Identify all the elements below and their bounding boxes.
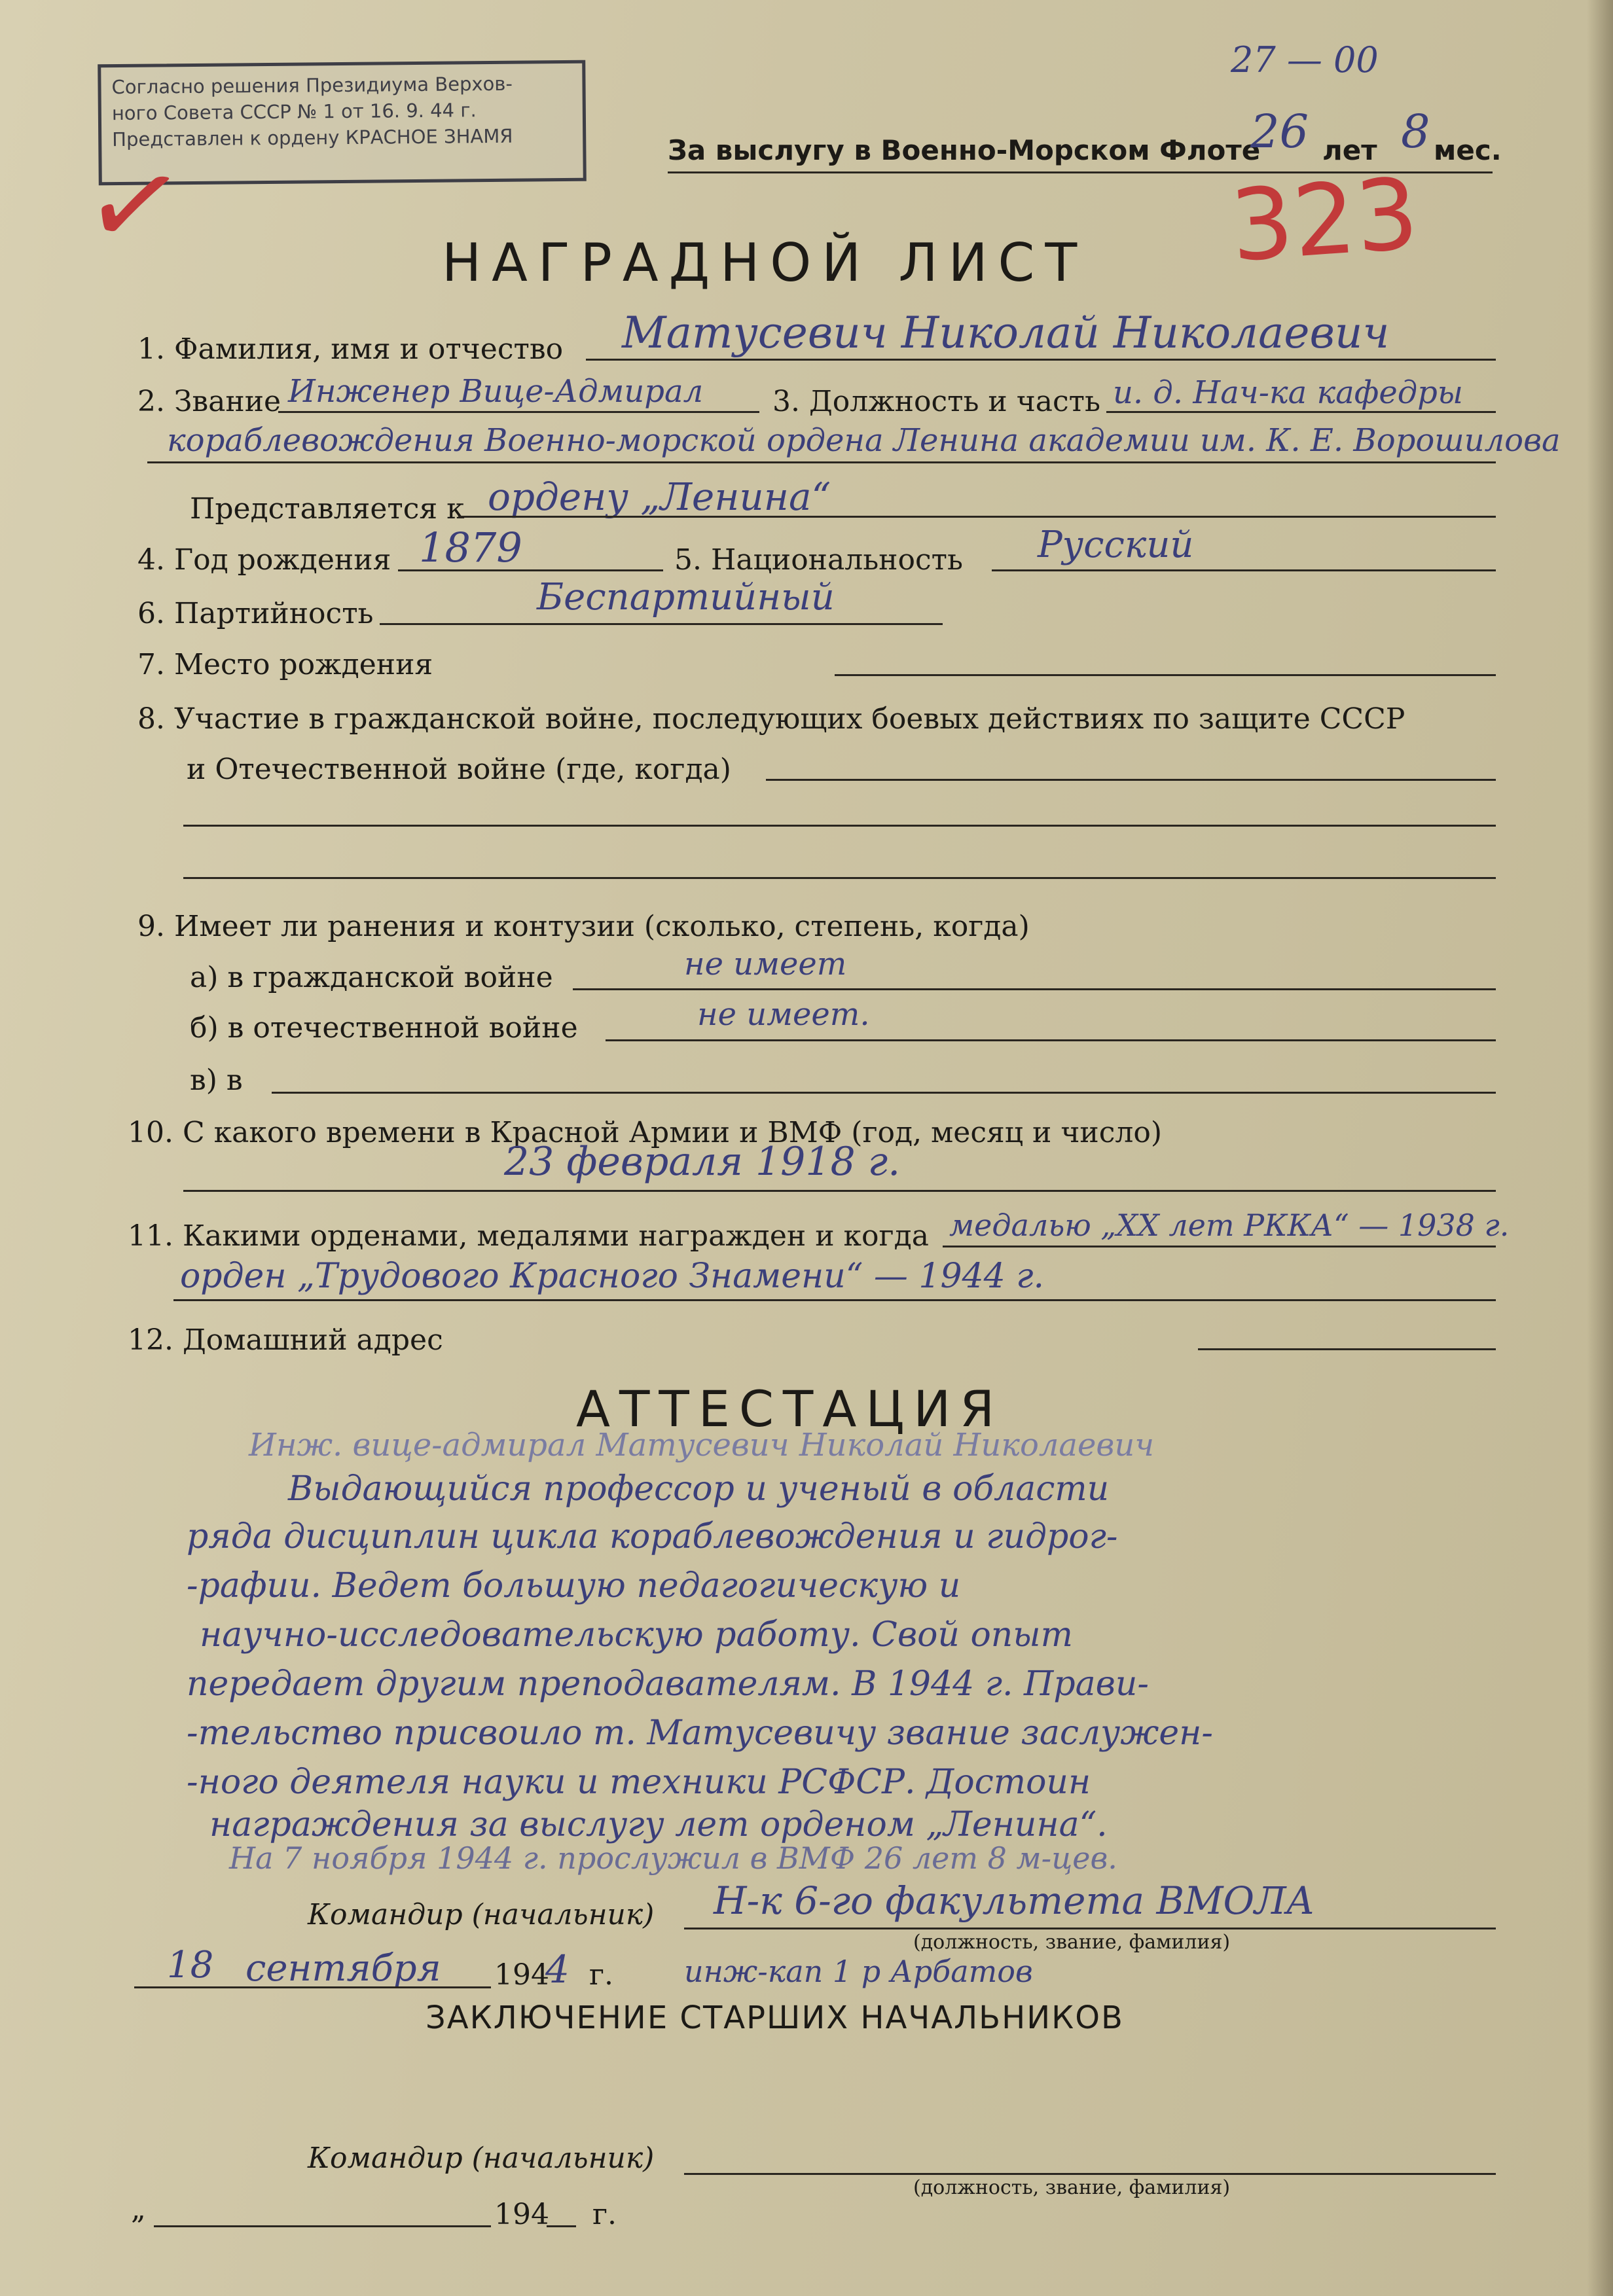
page-edge-shadow <box>1587 0 1613 2296</box>
commander-2-date-suffix: г. <box>592 2198 617 2231</box>
attestation-line-8: -ного деятеля науки и техники РСФСР. Достоин <box>187 1763 1091 1802</box>
field-5-value: Русский <box>1038 524 1194 566</box>
field-11-value: медалью „XX лет РККА“ — 1938 г. <box>949 1208 1510 1243</box>
commander-2-date-prefix: „ <box>131 2193 146 2226</box>
field-2-label: 2. Звание <box>137 385 281 418</box>
commander-2-date-line <box>154 2225 491 2227</box>
attestation-line-9: награждения за выслугу лет орденом „Ленина“. <box>209 1805 1108 1844</box>
field-8-label-cont: и Отечественной войне (где, когда) <box>187 753 731 786</box>
field-8-line-3 <box>183 877 1496 879</box>
attestation-line-2: Выдающийся профессор и ученый в области <box>288 1469 1110 1509</box>
attestation-title: АТТЕСТАЦИЯ <box>576 1380 1004 1438</box>
commander-2-label: Командир (начальник) <box>308 2142 655 2175</box>
present-value: ордену „Ленина“ <box>488 475 831 519</box>
commander-1-date-year-digit: 4 <box>545 1947 570 1992</box>
stamp-line-3: Представлен к ордену КРАСНОЕ ЗНАМЯ <box>112 124 513 151</box>
present-label: Представляется к <box>190 492 465 526</box>
field-11-value-cont: орден „Трудового Красного Знамени“ — 1944 г. <box>180 1257 1045 1296</box>
attestation-line-7: -тельство присвоило т. Матусевичу звание заслужен- <box>187 1713 1213 1753</box>
field-11-cont-line <box>173 1299 1496 1301</box>
field-5-label: 5. Национальность <box>674 543 963 577</box>
commander-1-date-month: сентября <box>245 1947 441 1990</box>
field-9-label: 9. Имеет ли ранения и контузии (сколько, степень, когда) <box>137 910 1030 943</box>
field-12-line <box>1198 1348 1496 1350</box>
field-1-line <box>586 359 1496 361</box>
attestation-line-5: научно-исследовательскую работу. Свой опыт <box>200 1615 1073 1655</box>
field-2-value: Инженер Вице-Адмирал <box>288 373 704 410</box>
field-9b-line <box>606 1039 1496 1041</box>
stamp-line-1: Согласно решения Президиума Верхов- <box>111 72 513 99</box>
stamp-line-2: ного Совета СССР № 1 от 16. 9. 44 г. <box>111 99 477 125</box>
field-2-line <box>278 411 759 413</box>
field-6-label: 6. Партийность <box>137 597 374 630</box>
commander-1-line <box>684 1928 1496 1929</box>
field-11-label: 11. Какими орденами, медалями награжден и когда <box>128 1219 929 1253</box>
field-1-label: 1. Фамилия, имя и отчество <box>137 332 564 366</box>
document-title: НАГРАДНОЙ ЛИСТ <box>442 232 1088 293</box>
field-8-label: 8. Участие в гражданской войне, последующих боевых действиях по защите СССР <box>137 702 1405 736</box>
red-checkmark-icon: ✓ <box>73 130 195 282</box>
service-label: За выслугу в Военно-Морском Флоте <box>668 134 1261 166</box>
field-11-line <box>943 1246 1496 1247</box>
commander-2-caption: (должность, звание, фамилия) <box>913 2176 1231 2199</box>
commander-2-line <box>684 2173 1496 2175</box>
field-8-line-2 <box>183 825 1496 827</box>
commander-1-value: Н-к 6-го факультета ВМОЛА <box>714 1878 1315 1923</box>
field-7-line <box>835 674 1496 676</box>
present-line <box>458 516 1496 518</box>
field-10-value: 23 февраля 1918 г. <box>504 1139 901 1185</box>
service-years: 26 <box>1250 105 1309 158</box>
commander-1-label: Командир (начальник) <box>308 1898 655 1931</box>
commander-2-date-year-prefix: 194 <box>494 2198 549 2231</box>
field-3-value-cont: кораблевождения Военно-морской ордена Ленина академии им. К. Е. Ворошилова <box>167 422 1561 459</box>
commander-1-caption: (должность, звание, фамилия) <box>913 1931 1231 1954</box>
field-9a-line <box>573 988 1496 990</box>
field-9c-line <box>272 1092 1496 1094</box>
field-9c-label: в) в <box>190 1064 243 1097</box>
attestation-line-10: На 7 ноября 1944 г. прослужил в ВМФ 26 лет 8 м-цев. <box>229 1840 1117 1876</box>
service-months: 8 <box>1401 105 1430 158</box>
field-9a-value: не имеет <box>684 946 847 982</box>
field-4-line <box>398 569 663 571</box>
field-4-value: 1879 <box>419 524 522 571</box>
attestation-line-4: -рафии. Ведет большую педагогическую и <box>187 1566 961 1605</box>
service-months-label: мес. <box>1434 134 1502 166</box>
commander-1-signature: инж-кап 1 р Арбатов <box>684 1954 1033 1989</box>
field-3-value: и. д. Нач-ка кафедры <box>1113 374 1463 411</box>
attestation-line-6: передает другим преподавателям. В 1944 г. Прави- <box>187 1664 1149 1704</box>
commander-1-date-day: 18 <box>167 1944 214 1986</box>
attestation-line-3: ряда дисциплин цикла кораблевождения и гидрог- <box>187 1517 1118 1556</box>
service-years-label: лет <box>1322 134 1377 166</box>
field-9a-label: а) в гражданской войне <box>190 961 553 994</box>
archive-number: 323 <box>1227 157 1423 284</box>
field-5-line <box>992 569 1496 571</box>
field-8-line-1 <box>766 779 1496 781</box>
service-note-top: 27 — 00 <box>1231 39 1379 81</box>
field-6-line <box>380 623 943 625</box>
field-3-cont-line <box>147 461 1496 463</box>
field-10-line <box>183 1190 1496 1192</box>
field-9b-label: б) в отечественной войне <box>190 1011 578 1045</box>
field-4-label: 4. Год рождения <box>137 543 391 577</box>
field-1-value: Матусевич Николай Николаевич <box>622 308 1390 358</box>
commander-1-date-suffix: г. <box>589 1958 614 1992</box>
field-3-line <box>1106 411 1496 413</box>
conclusion-title: ЗАКЛЮЧЕНИЕ СТАРШИХ НАЧАЛЬНИКОВ <box>426 2000 1124 2036</box>
commander-1-date-line <box>134 1986 491 1988</box>
field-12-label: 12. Домашний адрес <box>128 1323 443 1357</box>
commander-1-date-year-prefix: 194 <box>494 1958 549 1992</box>
field-6-value: Беспартийный <box>537 576 835 619</box>
field-3-label: 3. Должность и часть <box>772 385 1100 418</box>
field-10-label: 10. С какого времени в Красной Армии и ВМФ (год, месяц и число) <box>128 1116 1162 1149</box>
attestation-line-1: Инж. вице-адмирал Матусевич Николай Николаевич <box>249 1427 1155 1463</box>
field-9b-value: не имеет. <box>697 996 870 1033</box>
commander-2-year-line <box>547 2225 576 2227</box>
field-7-label: 7. Место рождения <box>137 648 433 681</box>
